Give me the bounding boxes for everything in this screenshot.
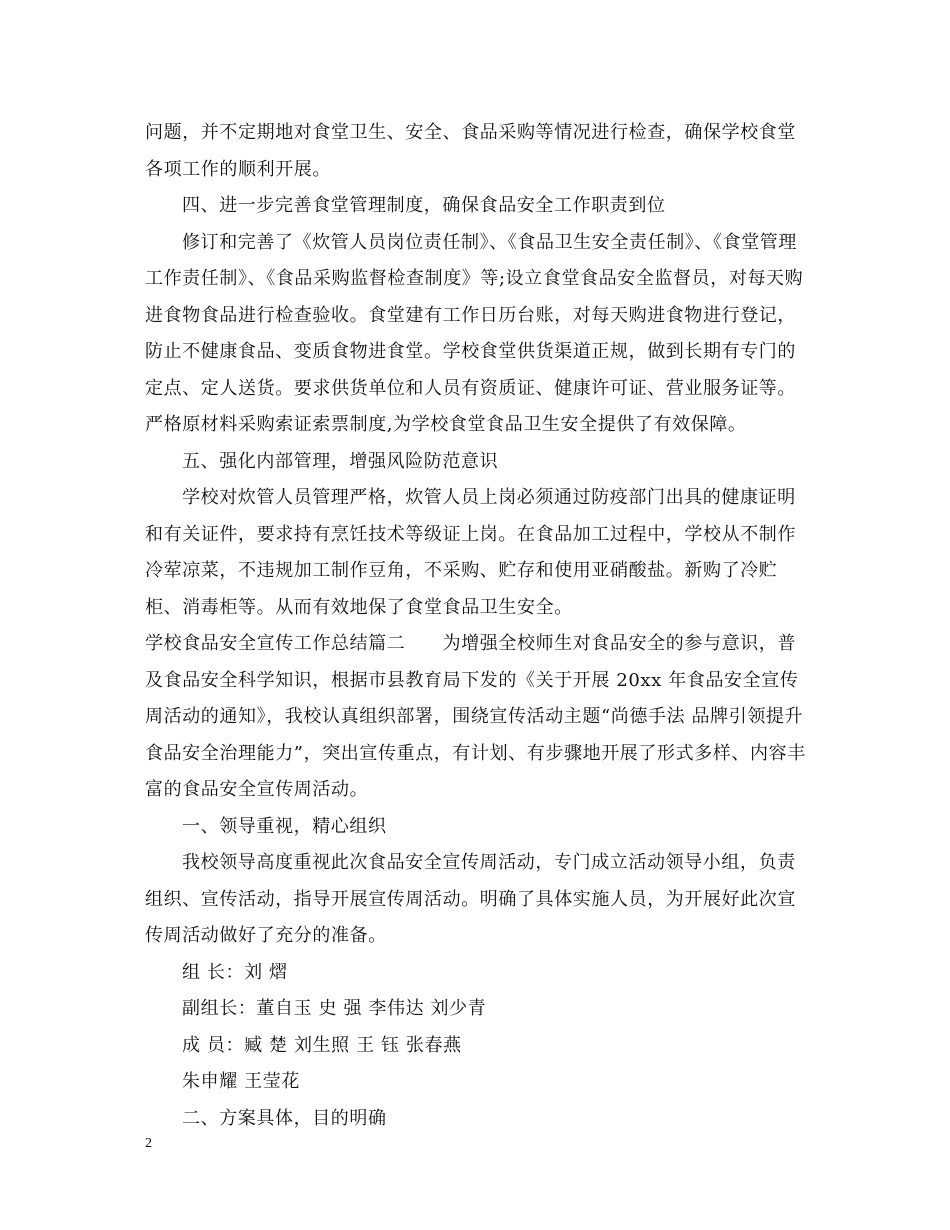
document-body xyxy=(145,115,813,1137)
section-heading: 一、领导重视，精心组织 xyxy=(182,815,387,837)
member-line: 成 员：臧 楚 刘生照 王 钰 张春燕 xyxy=(182,1034,462,1056)
section-heading: 二、方案具体，目的明确 xyxy=(182,1107,387,1129)
paragraph: 修订和完善了《炊管人员岗位责任制》、《食品卫生安全责任制》、《食堂管理工作责任制》、《食品采购监督检查制度》等;设立食堂食品安全监督员，对每天购进食物食品进行检查验收。食堂建有工作日历台账，对每天购进食物进行登记，防止不健康食品、变质食物进食堂。学校食堂供货渠道正规，做到长期有专门的定点、定人送货。要求供货单位和人员有资质证、健康许可证、营业服务证等。严格原材料采购索证索票制度,为学校食堂食品卫生安全提供了有效保障。 xyxy=(145,231,804,435)
member-line: 组 长：刘 熠 xyxy=(182,961,288,983)
section-heading: 五、强化内部管理，增强风险防范意识 xyxy=(182,450,499,472)
paragraph: 学校对炊管人员管理严格，炊管人员上岗必须通过防疫部门出具的健康证明和有关证件，要求持有烹饪技术等级证上岗。在食品加工过程中，学校从不制作冷荤凉菜，不违规加工制作豆角，不采购、贮存和使用亚硝酸盐。新购了冷贮柜、消毒柜等。从而有效地保了食堂食品卫生安全。 xyxy=(145,487,796,618)
member-line: 副组长：董自玉 史 强 李伟达 刘少青 xyxy=(182,998,487,1019)
section-heading: 四、进一步完善食堂管理制度，确保食品安全工作职责到位 xyxy=(182,195,666,216)
page-number: 2 xyxy=(145,1136,152,1151)
paragraph: 学校食品安全宣传工作总结篇二 为增强全校师生对食品安全的参与意识，普及食品安全科学知识，根据市县教育局下发的《关于开展 20xx 年食品安全宣传周活动的通知》，我校认真组织部署，围绕宣传活动主题“尚德手法 品牌引领提升食品安全治理能力”，突出宣传重点，有计划、有步骤地开展了形式多样、内容丰富的食品安全宣传周活动。 xyxy=(145,633,806,800)
paragraph: 问题，并不定期地对食堂卫生、安全、食品采购等情况进行检查，确保学校食堂各项工作的顺利开展。 xyxy=(145,122,796,180)
paragraph: 我校领导高度重视此次食品安全宣传周活动，专门成立活动领导小组，负责组织、宣传活动，指导开展宣传周活动。明确了具体实施人员，为开展好此次宣传周活动做好了充分的准备。 xyxy=(145,852,796,946)
member-line: 朱申耀 王莹花 xyxy=(182,1071,300,1092)
